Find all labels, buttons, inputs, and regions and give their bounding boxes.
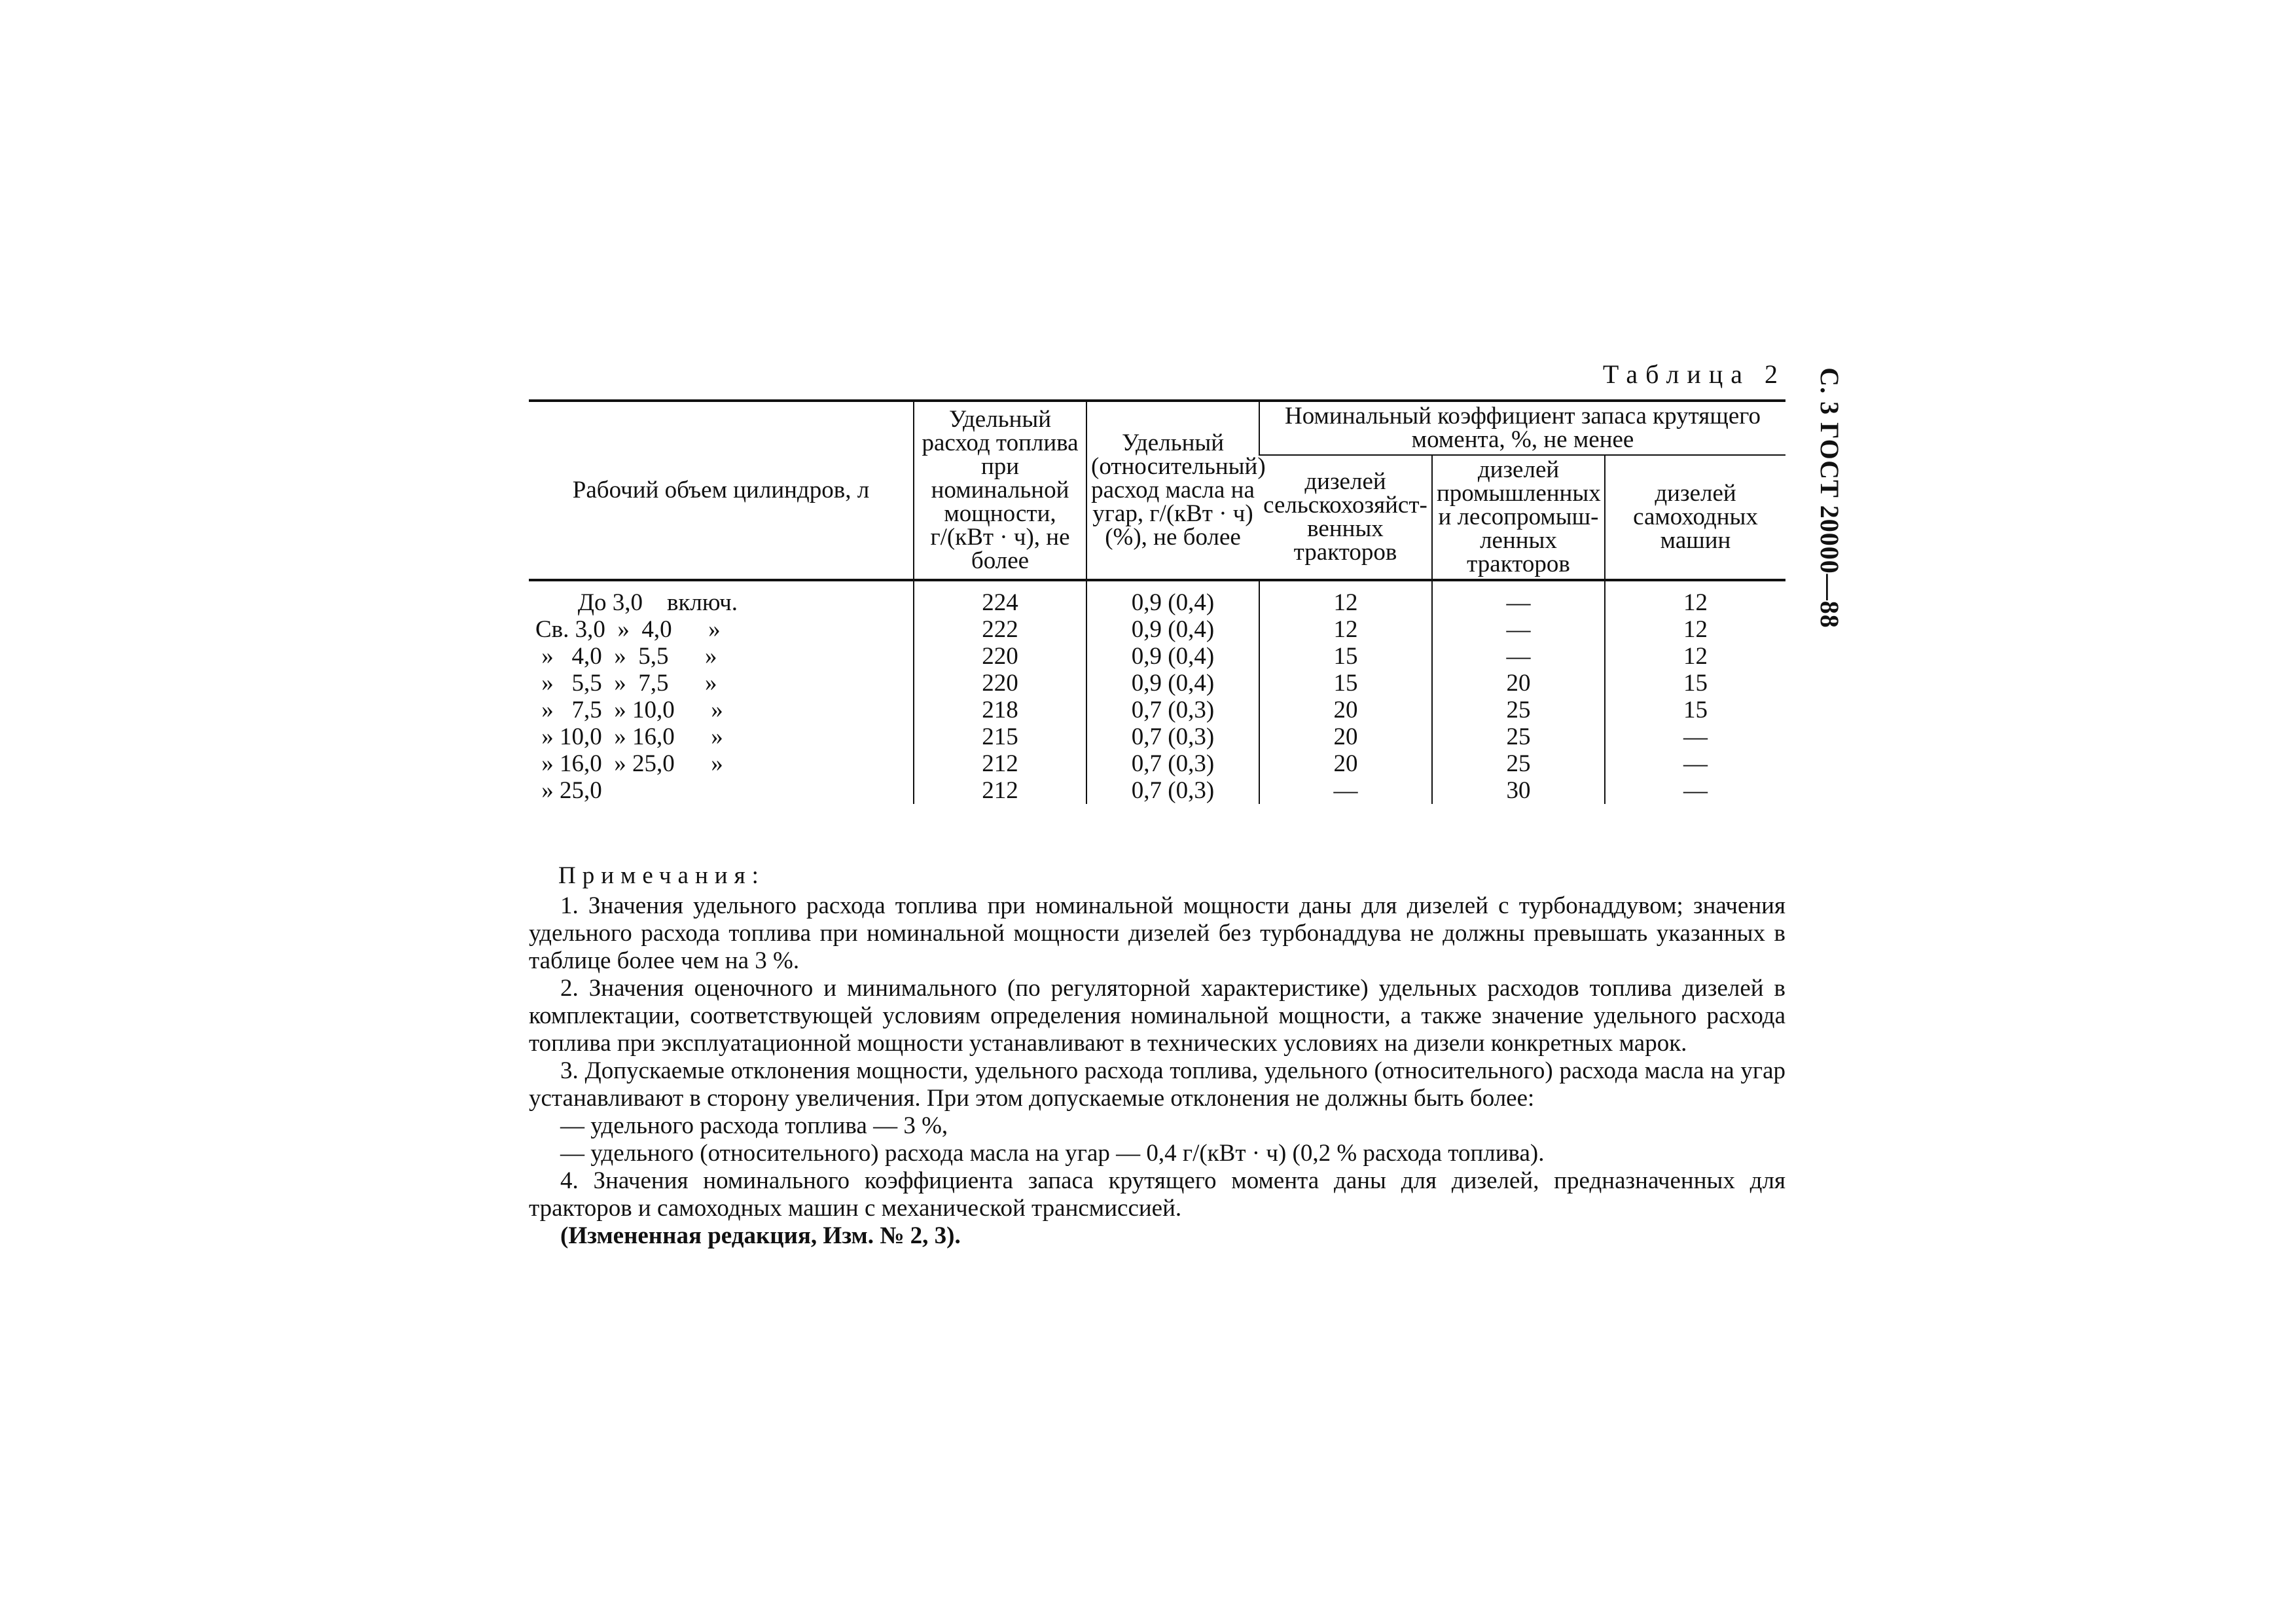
cell-agri: 12 (1259, 616, 1432, 643)
cell-selfpropelled: 15 (1605, 697, 1785, 723)
note-3-item-oil: — удельного (относительного) расхода масла на угар — 0,4 г/(кВт · ч) (0,2 % расхода топлива). (560, 1140, 1545, 1167)
cell-industrial: — (1432, 643, 1605, 670)
notes-title: Примечания: (558, 862, 765, 889)
cell-selfpropelled: — (1605, 750, 1785, 777)
table-row (529, 643, 1785, 670)
header-agri: дизелей сельскохозяйст-венных тракторов (1259, 455, 1432, 580)
cell-fuel: 220 (914, 670, 1086, 697)
cell-industrial: 25 (1432, 723, 1605, 750)
cell-fuel: 224 (914, 580, 1086, 616)
cell-selfpropelled: 12 (1605, 643, 1785, 670)
cell-oil: 0,7 (0,3) (1086, 777, 1259, 804)
cell-agri: — (1259, 777, 1432, 804)
specs-table (529, 399, 1785, 804)
header-fuel: Удельный расход топлива при номинальной мощности, г/(кВт · ч), не более (914, 401, 1086, 580)
cell-volume: » 16,0 » 25,0 » (535, 750, 723, 777)
cell-volume: » 10,0 » 16,0 » (535, 723, 723, 750)
note-4: 4. Значения номинального коэффициента запаса крутящего момента даны для дизелей, предназначенных для тракторов и самоходных машин с механической трансмиссией. (529, 1167, 1785, 1222)
note-1: 1. Значения удельного расхода топлива при номинальной мощности даны для дизелей с турбонаддувом; значения удельного расхода топлива при номинальной мощности дизелей без турбонаддува не должны превышать указанных в таблице более чем на 3 %. (529, 892, 1785, 974)
cell-agri: 20 (1259, 697, 1432, 723)
cell-fuel: 212 (914, 750, 1086, 777)
table-row (529, 697, 1785, 723)
cell-volume: До 3,0 включ. (535, 589, 738, 616)
cell-industrial: 30 (1432, 777, 1605, 804)
cell-selfpropelled: — (1605, 777, 1785, 804)
cell-industrial: 25 (1432, 750, 1605, 777)
cell-industrial: 25 (1432, 697, 1605, 723)
header-selfpropelled: дизелей самоходных машин (1605, 455, 1785, 580)
header-torque-group: Номинальный коэффициент запаса крутящего момента, %, не менее (1259, 401, 1785, 455)
cell-agri: 12 (1259, 580, 1432, 616)
page-header (1797, 354, 1862, 642)
header-volume: Рабочий объем цилиндров, л (529, 401, 914, 580)
cell-fuel: 222 (914, 616, 1086, 643)
table-row (529, 723, 1785, 750)
table-row (529, 670, 1785, 697)
cell-selfpropelled: 12 (1605, 616, 1785, 643)
cell-agri: 20 (1259, 750, 1432, 777)
cell-selfpropelled: — (1605, 723, 1785, 750)
note-3-item-fuel: — удельного расхода топлива — 3 %, (560, 1112, 948, 1139)
cell-volume: » 4,0 » 5,5 » (535, 643, 717, 670)
note-2: 2. Значения оценочного и минимального (по регуляторной характеристике) удельных расходов топлива дизелей в комплектации, соответствующей условиям определения номинальной мощности, а также значение удельного расхода топлива при эксплуатационной мощности устанавливают в технических условиях на дизели конкретных марок. (529, 975, 1785, 1057)
cell-fuel: 215 (914, 723, 1086, 750)
header-oil: Удельный (относительный) расход масла на угар, г/(кВт · ч) (%), не более (1086, 401, 1259, 580)
cell-oil: 0,9 (0,4) (1086, 670, 1259, 697)
cell-agri: 15 (1259, 643, 1432, 670)
table-row (529, 616, 1785, 643)
cell-oil: 0,7 (0,3) (1086, 723, 1259, 750)
note-3: 3. Допускаемые отклонения мощности, удельного расхода топлива, удельного (относительного) расхода масла на угар устанавливают в сторону увеличения. При этом допускаемые отклонения не должны быть более: (529, 1057, 1785, 1112)
cell-fuel: 220 (914, 643, 1086, 670)
cell-oil: 0,7 (0,3) (1086, 750, 1259, 777)
page-header-text: С. 3 ГОСТ 20000—88 (1814, 367, 1844, 629)
notes-section (529, 862, 1785, 1250)
header-industrial: дизелей промышленных и лесопромыш-ленных тракторов (1432, 455, 1605, 580)
cell-agri: 15 (1259, 670, 1432, 697)
cell-oil: 0,9 (0,4) (1086, 580, 1259, 616)
cell-oil: 0,9 (0,4) (1086, 643, 1259, 670)
cell-oil: 0,9 (0,4) (1086, 616, 1259, 643)
cell-oil: 0,7 (0,3) (1086, 697, 1259, 723)
cell-industrial: 20 (1432, 670, 1605, 697)
cell-volume: » 25,0 (535, 777, 602, 804)
cell-volume: Св. 3,0 » 4,0 » (535, 616, 721, 643)
cell-selfpropelled: 12 (1605, 580, 1785, 616)
table-row (529, 580, 1785, 616)
table-caption: Таблица 2 (1602, 359, 1785, 389)
cell-industrial: — (1432, 580, 1605, 616)
cell-agri: 20 (1259, 723, 1432, 750)
cell-industrial: — (1432, 616, 1605, 643)
cell-volume: » 5,5 » 7,5 » (535, 670, 717, 697)
amendment-note: (Измененная редакция, Изм. № 2, 3). (560, 1222, 961, 1249)
cell-volume: » 7,5 » 10,0 » (535, 697, 723, 723)
table-row (529, 777, 1785, 804)
table-row (529, 750, 1785, 777)
cell-selfpropelled: 15 (1605, 670, 1785, 697)
cell-fuel: 212 (914, 777, 1086, 804)
cell-fuel: 218 (914, 697, 1086, 723)
